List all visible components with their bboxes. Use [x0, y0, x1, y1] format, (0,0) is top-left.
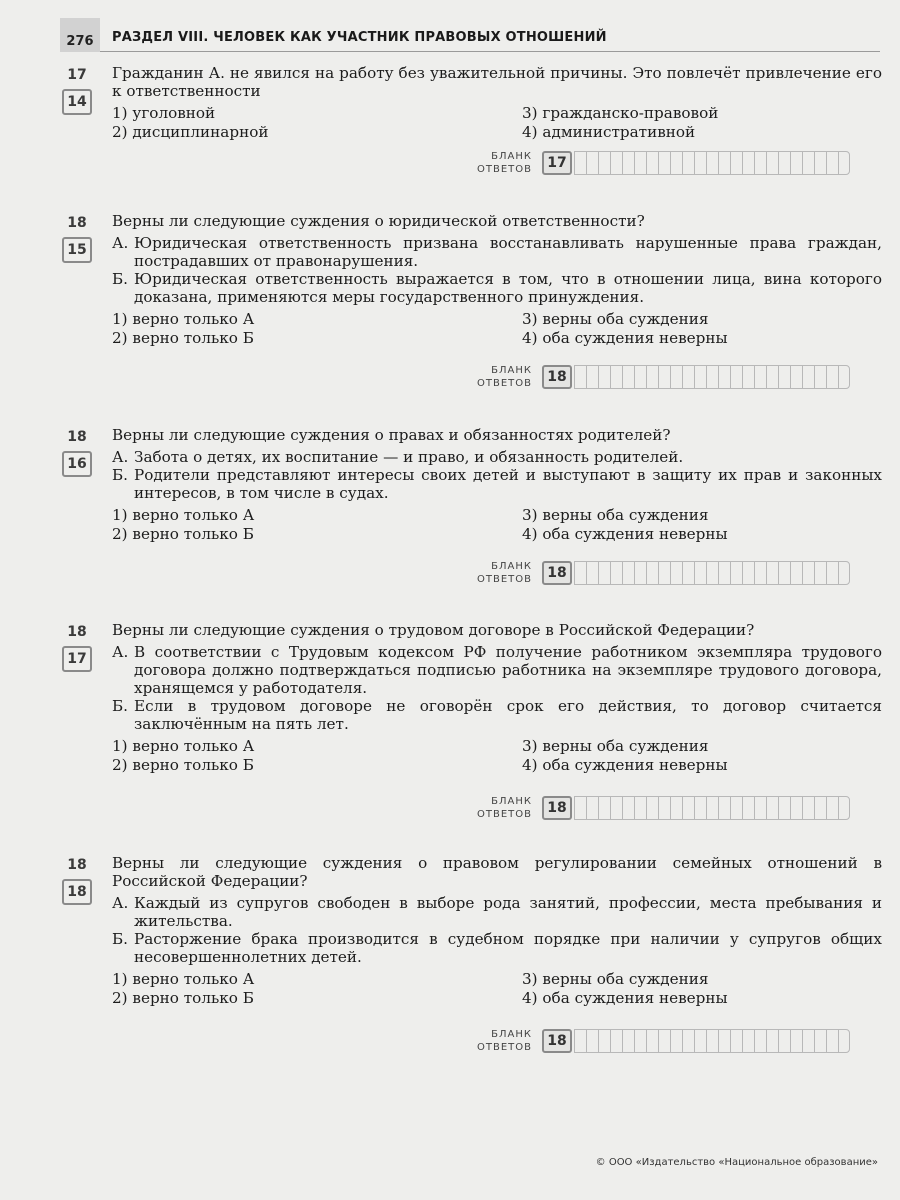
- answer-cell[interactable]: [814, 151, 826, 175]
- option-4: 4) оба суждения неверны: [522, 525, 728, 543]
- answer-cell[interactable]: [718, 561, 730, 585]
- option-1: 1) верно только А: [112, 506, 255, 524]
- answer-cell[interactable]: [730, 365, 742, 389]
- answer-cell[interactable]: [682, 151, 694, 175]
- option-4: 4) административной: [522, 123, 696, 141]
- task-number-top: 18: [62, 619, 92, 645]
- answer-options: [112, 737, 882, 774]
- answer-cell[interactable]: [670, 796, 682, 820]
- answer-cell[interactable]: [646, 151, 658, 175]
- answer-cell[interactable]: [766, 796, 778, 820]
- answer-sheet-label: БЛАНК ОТВЕТОВ: [477, 561, 532, 585]
- answer-cell[interactable]: [766, 561, 778, 585]
- answer-cell[interactable]: [658, 561, 670, 585]
- answer-cell[interactable]: [706, 1029, 718, 1053]
- answer-sheet-label: БЛАНК ОТВЕТОВ: [477, 365, 532, 389]
- option-3: 3) гражданско-правовой: [522, 104, 719, 122]
- answer-cell[interactable]: [622, 561, 634, 585]
- answer-cell[interactable]: [838, 151, 850, 175]
- answer-cell[interactable]: [634, 151, 646, 175]
- answer-sheet-label: БЛАНК ОТВЕТОВ: [477, 1029, 532, 1053]
- section-title: РАЗДЕЛ VIII. ЧЕЛОВЕК КАК УЧАСТНИК ПРАВОВЫХ ОТНОШЕНИЙ: [112, 30, 607, 45]
- answer-cell[interactable]: [694, 796, 706, 820]
- answer-sheet-field[interactable]: [472, 560, 882, 590]
- answer-sheet-number: 17: [542, 151, 572, 175]
- answer-cell[interactable]: [826, 561, 838, 585]
- answer-cell[interactable]: [586, 1029, 598, 1053]
- answer-cells[interactable]: [574, 561, 854, 585]
- answer-cell[interactable]: [754, 1029, 766, 1053]
- answer-cell[interactable]: [610, 151, 622, 175]
- answer-cell[interactable]: [778, 1029, 790, 1053]
- option-2: 2) дисциплинарной: [112, 123, 269, 141]
- answer-cell[interactable]: [730, 796, 742, 820]
- task-number: [62, 619, 92, 672]
- answer-cell[interactable]: [574, 151, 586, 175]
- answer-cell[interactable]: [754, 365, 766, 389]
- answer-cells[interactable]: [574, 1029, 854, 1053]
- answer-cell[interactable]: [718, 365, 730, 389]
- answer-cell[interactable]: [766, 151, 778, 175]
- answer-cell[interactable]: [766, 365, 778, 389]
- option-3: 3) верны оба суждения: [522, 970, 709, 988]
- question-text: Верны ли следующие суждения о правах и обязанностях родителей?: [112, 426, 671, 444]
- option-2: 2) верно только Б: [112, 525, 254, 543]
- answer-cell[interactable]: [790, 1029, 802, 1053]
- answer-cell[interactable]: [826, 365, 838, 389]
- answer-sheet-label: БЛАНК ОТВЕТОВ: [477, 151, 532, 175]
- task-number-top: 18: [62, 424, 92, 450]
- answer-cell[interactable]: [706, 561, 718, 585]
- answer-cell[interactable]: [838, 365, 850, 389]
- answer-cell[interactable]: [682, 561, 694, 585]
- answer-cell[interactable]: [646, 365, 658, 389]
- answer-cell[interactable]: [694, 365, 706, 389]
- answer-cell[interactable]: [610, 365, 622, 389]
- option-3: 3) верны оба суждения: [522, 506, 709, 524]
- answer-cell[interactable]: [694, 151, 706, 175]
- option-1: 1) верно только А: [112, 970, 255, 988]
- answer-cell[interactable]: [622, 796, 634, 820]
- statement-a: А. Юридическая ответственность призвана восстанавливать нарушенные права граждан, пострадавших от правонарушения.: [112, 234, 882, 270]
- option-1: 1) уголовной: [112, 104, 216, 122]
- option-4: 4) оба суждения неверны: [522, 329, 728, 347]
- answer-sheet-field[interactable]: [472, 364, 882, 394]
- answer-cell[interactable]: [670, 365, 682, 389]
- answer-cell[interactable]: [838, 561, 850, 585]
- task-number-bottom: 17: [62, 646, 92, 672]
- answer-cell[interactable]: [658, 796, 670, 820]
- answer-cell[interactable]: [598, 561, 610, 585]
- answer-cell[interactable]: [790, 365, 802, 389]
- task-number-top: 17: [62, 62, 92, 88]
- answer-cell[interactable]: [838, 796, 850, 820]
- answer-cells[interactable]: [574, 796, 854, 820]
- answer-cell[interactable]: [814, 796, 826, 820]
- answer-cell[interactable]: [778, 151, 790, 175]
- task-number: [62, 210, 92, 263]
- answer-cell[interactable]: [574, 1029, 586, 1053]
- answer-cell[interactable]: [730, 561, 742, 585]
- answer-sheet-number: 18: [542, 561, 572, 585]
- option-2: 2) верно только Б: [112, 756, 254, 774]
- answer-cell[interactable]: [670, 1029, 682, 1053]
- answer-cell[interactable]: [718, 796, 730, 820]
- answer-cells[interactable]: [574, 365, 854, 389]
- answer-cell[interactable]: [670, 151, 682, 175]
- answer-cell[interactable]: [670, 561, 682, 585]
- answer-cell[interactable]: [634, 1029, 646, 1053]
- answer-cell[interactable]: [658, 365, 670, 389]
- answer-cell[interactable]: [586, 151, 598, 175]
- task-number: [62, 62, 92, 115]
- option-3: 3) верны оба суждения: [522, 310, 709, 328]
- answer-cell[interactable]: [574, 561, 586, 585]
- question-text: Верны ли следующие суждения о правовом регулировании семейных отношений в Российской Федерации?: [112, 854, 882, 890]
- answer-sheet-number: 18: [542, 1029, 572, 1053]
- answer-options: [112, 970, 882, 1007]
- answer-cell[interactable]: [718, 1029, 730, 1053]
- task-number-bottom: 16: [62, 451, 92, 477]
- answer-cell[interactable]: [610, 1029, 622, 1053]
- question-text: Верны ли следующие суждения о трудовом договоре в Российской Федерации?: [112, 621, 755, 639]
- task-number-bottom: 18: [62, 879, 92, 905]
- option-3: 3) верны оба суждения: [522, 737, 709, 755]
- answer-cell[interactable]: [778, 796, 790, 820]
- statement-b: Б. Юридическая ответственность выражается в том, что в отношении лица, вина которого доказана, применяются меры государственного принуждения.: [112, 270, 882, 306]
- answer-cell[interactable]: [802, 365, 814, 389]
- answer-sheet-field[interactable]: [472, 795, 882, 825]
- answer-cell[interactable]: [790, 561, 802, 585]
- option-2: 2) верно только Б: [112, 989, 254, 1007]
- answer-cell[interactable]: [790, 151, 802, 175]
- answer-cell[interactable]: [814, 561, 826, 585]
- answer-cell[interactable]: [646, 796, 658, 820]
- answer-cell[interactable]: [754, 796, 766, 820]
- answer-cell[interactable]: [802, 796, 814, 820]
- question-text: Гражданин А. не явился на работу без уважительной причины. Это повлечёт привлечение его к ответственности: [112, 64, 882, 100]
- answer-cell[interactable]: [634, 796, 646, 820]
- answer-cell[interactable]: [610, 561, 622, 585]
- answer-cell[interactable]: [586, 561, 598, 585]
- answer-cell[interactable]: [586, 796, 598, 820]
- answer-cell[interactable]: [598, 151, 610, 175]
- answer-cell[interactable]: [718, 151, 730, 175]
- answer-cell[interactable]: [598, 365, 610, 389]
- answer-cell[interactable]: [658, 1029, 670, 1053]
- answer-cell[interactable]: [802, 1029, 814, 1053]
- answer-cell[interactable]: [694, 1029, 706, 1053]
- statement-a: А. Забота о детях, их воспитание — и право, и обязанность родителей.: [112, 448, 684, 466]
- answer-cell[interactable]: [826, 1029, 838, 1053]
- answer-options: [112, 506, 882, 543]
- option-2: 2) верно только Б: [112, 329, 254, 347]
- answer-cell[interactable]: [814, 1029, 826, 1053]
- statement-a: А. Каждый из супругов свободен в выборе рода занятий, профессии, места пребывания и жительства.: [112, 894, 882, 930]
- answer-cell[interactable]: [826, 151, 838, 175]
- answer-cell[interactable]: [574, 365, 586, 389]
- page-number: 276: [60, 18, 100, 52]
- answer-cell[interactable]: [742, 796, 754, 820]
- answer-cell[interactable]: [634, 365, 646, 389]
- answer-cell[interactable]: [826, 796, 838, 820]
- answer-cell[interactable]: [706, 365, 718, 389]
- answer-sheet-number: 18: [542, 796, 572, 820]
- task-number-bottom: 15: [62, 237, 92, 263]
- statement-b: Б. Расторжение брака производится в судебном порядке при наличии у супругов общих несовершеннолетних детей.: [112, 930, 882, 966]
- answer-cell[interactable]: [598, 796, 610, 820]
- answer-cell[interactable]: [754, 561, 766, 585]
- answer-sheet-field[interactable]: [472, 150, 882, 180]
- answer-cell[interactable]: [622, 1029, 634, 1053]
- option-4: 4) оба суждения неверны: [522, 756, 728, 774]
- answer-cell[interactable]: [706, 151, 718, 175]
- answer-cell[interactable]: [802, 561, 814, 585]
- option-1: 1) верно только А: [112, 310, 255, 328]
- answer-cell[interactable]: [598, 1029, 610, 1053]
- answer-cell[interactable]: [838, 1029, 850, 1053]
- answer-cell[interactable]: [586, 365, 598, 389]
- answer-cell[interactable]: [778, 365, 790, 389]
- header-divider: [100, 51, 880, 52]
- task-number-top: 18: [62, 210, 92, 236]
- answer-cell[interactable]: [610, 796, 622, 820]
- task-number-bottom: 14: [62, 89, 92, 115]
- answer-cell[interactable]: [682, 796, 694, 820]
- answer-cell[interactable]: [694, 561, 706, 585]
- answer-cell[interactable]: [742, 1029, 754, 1053]
- answer-cell[interactable]: [742, 561, 754, 585]
- answer-options: [112, 310, 882, 347]
- answer-cell[interactable]: [754, 151, 766, 175]
- answer-cell[interactable]: [682, 365, 694, 389]
- answer-sheet-label: БЛАНК ОТВЕТОВ: [477, 796, 532, 820]
- answer-cell[interactable]: [574, 796, 586, 820]
- answer-cell[interactable]: [742, 151, 754, 175]
- answer-cell[interactable]: [682, 1029, 694, 1053]
- question-text: Верны ли следующие суждения о юридической ответственности?: [112, 212, 645, 230]
- answer-cell[interactable]: [622, 365, 634, 389]
- answer-cell[interactable]: [802, 151, 814, 175]
- answer-cell[interactable]: [646, 1029, 658, 1053]
- answer-cell[interactable]: [790, 796, 802, 820]
- statement-b: Б. Если в трудовом договоре не оговорён срок его действия, то договор считается заключённым на пять лет.: [112, 697, 882, 733]
- task-number-top: 18: [62, 852, 92, 878]
- answer-cell[interactable]: [742, 365, 754, 389]
- answer-options: [112, 104, 882, 141]
- copyright-footer: © ООО «Издательство «Национальное образование»: [595, 1157, 878, 1168]
- answer-sheet-field[interactable]: [472, 1028, 882, 1058]
- statement-a: А. В соответствии с Трудовым кодексом РФ получение работником экземпляра трудового договора должно подтверждаться подписью работника на экземпляре трудового договора, хранящемся у работодателя.: [112, 643, 882, 697]
- answer-cell[interactable]: [706, 796, 718, 820]
- option-1: 1) верно только А: [112, 737, 255, 755]
- answer-cell[interactable]: [646, 561, 658, 585]
- option-4: 4) оба суждения неверны: [522, 989, 728, 1007]
- answer-cell[interactable]: [730, 1029, 742, 1053]
- answer-cell[interactable]: [622, 151, 634, 175]
- answer-cells[interactable]: [574, 151, 854, 175]
- answer-cell[interactable]: [730, 151, 742, 175]
- task-number: [62, 852, 92, 905]
- statement-b: Б. Родители представляют интересы своих детей и выступают в защиту их прав и законных интересов, в том числе в судах.: [112, 466, 882, 502]
- answer-cell[interactable]: [766, 1029, 778, 1053]
- answer-cell[interactable]: [814, 365, 826, 389]
- answer-cell[interactable]: [634, 561, 646, 585]
- task-number: [62, 424, 92, 477]
- page-header: [60, 18, 880, 54]
- answer-cell[interactable]: [658, 151, 670, 175]
- answer-cell[interactable]: [778, 561, 790, 585]
- answer-sheet-number: 18: [542, 365, 572, 389]
